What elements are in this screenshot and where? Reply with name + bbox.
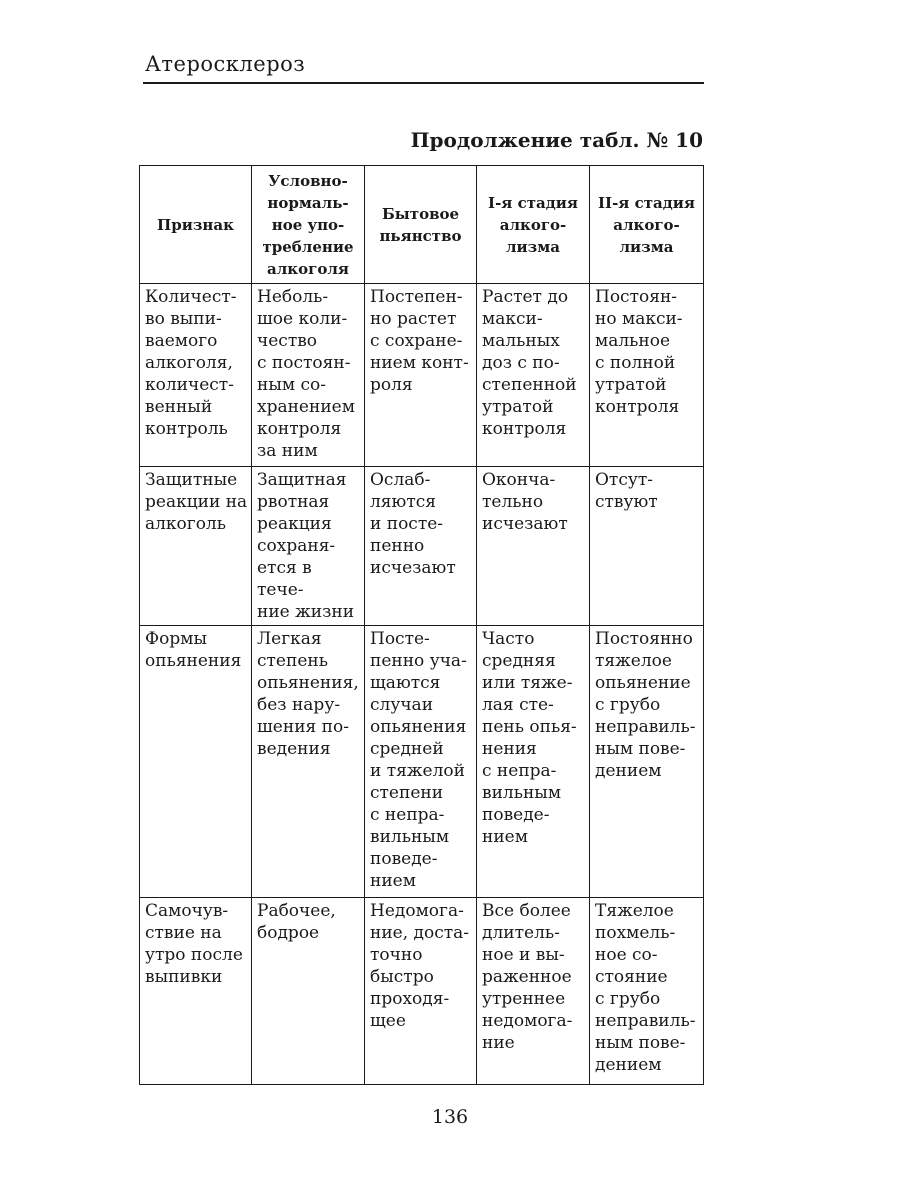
table-cell: Ослаб- ляются и посте- пенно исчезают bbox=[365, 467, 477, 626]
table-cell: Легкая степень опьянения, без нару- шения по- ведения bbox=[252, 626, 365, 898]
table-cell: Недомога- ние, доста- точно быстро проходя- щее bbox=[365, 898, 477, 1085]
table-row bbox=[140, 626, 704, 898]
table-row bbox=[140, 284, 704, 467]
column-header-normal-use: Условно- нормаль- ное упо- требление алкоголя bbox=[252, 166, 365, 284]
table-row bbox=[140, 467, 704, 626]
table-cell: Постепен- но растет с сохране- нием конт- роля bbox=[365, 284, 477, 467]
table-cell: Растет до макси- мальных доз с по- степенной утратой контроля bbox=[477, 284, 590, 467]
table-cell: Часто средняя или тяже- лая сте- пень опья- нения с непра- вильным поведе- нием bbox=[477, 626, 590, 898]
table-cell: Защитные реакции на алкоголь bbox=[140, 467, 252, 626]
column-header-sign: Признак bbox=[140, 166, 252, 284]
table-cell: Количест- во выпи- ваемого алкоголя, количест- венный контроль bbox=[140, 284, 252, 467]
table-row bbox=[140, 898, 704, 1085]
table-header-row bbox=[140, 166, 704, 284]
table-cell: Тяжелое похмель- ное со- стояние с грубо неправиль- ным пове- дением bbox=[590, 898, 704, 1085]
page-number: 136 bbox=[431, 1106, 469, 1128]
table-cell: Все более длитель- ное и вы- раженное утреннее недомога- ние bbox=[477, 898, 590, 1085]
table-cell: Самочув- ствие на утро после выпивки bbox=[140, 898, 252, 1085]
table-cell: Защитная рвотная реакция сохраня- ется в тече- ние жизни bbox=[252, 467, 365, 626]
running-title: Атеросклероз bbox=[145, 52, 306, 76]
table-caption: Продолжение табл. № 10 bbox=[410, 128, 703, 152]
header-rule bbox=[143, 82, 704, 84]
column-header-stage-2: II-я стадия алкого- лизма bbox=[590, 166, 704, 284]
table-cell: Посте- пенно уча- щаются случаи опьянения средней и тяжелой степени с непра- вильным поведе- нием bbox=[365, 626, 477, 898]
table-cell: Постоян- но макси- мальное с полной утратой контроля bbox=[590, 284, 704, 467]
table-cell: Оконча- тельно исчезают bbox=[477, 467, 590, 626]
table-cell: Отсут- ствуют bbox=[590, 467, 704, 626]
column-header-stage-1: I-я стадия алкого- лизма bbox=[477, 166, 590, 284]
table-cell: Неболь- шое коли- чество с постоян- ным со- хранением контроля за ним bbox=[252, 284, 365, 467]
table-cell: Рабочее, бодрое bbox=[252, 898, 365, 1085]
column-header-household-drinking: Бытовое пьянство bbox=[365, 166, 477, 284]
table-cell: Формы опьянения bbox=[140, 626, 252, 898]
table-cell: Постоянно тяжелое опьянение с грубо неправиль- ным пове- дением bbox=[590, 626, 704, 898]
alcohol-stages-table bbox=[139, 165, 704, 1085]
